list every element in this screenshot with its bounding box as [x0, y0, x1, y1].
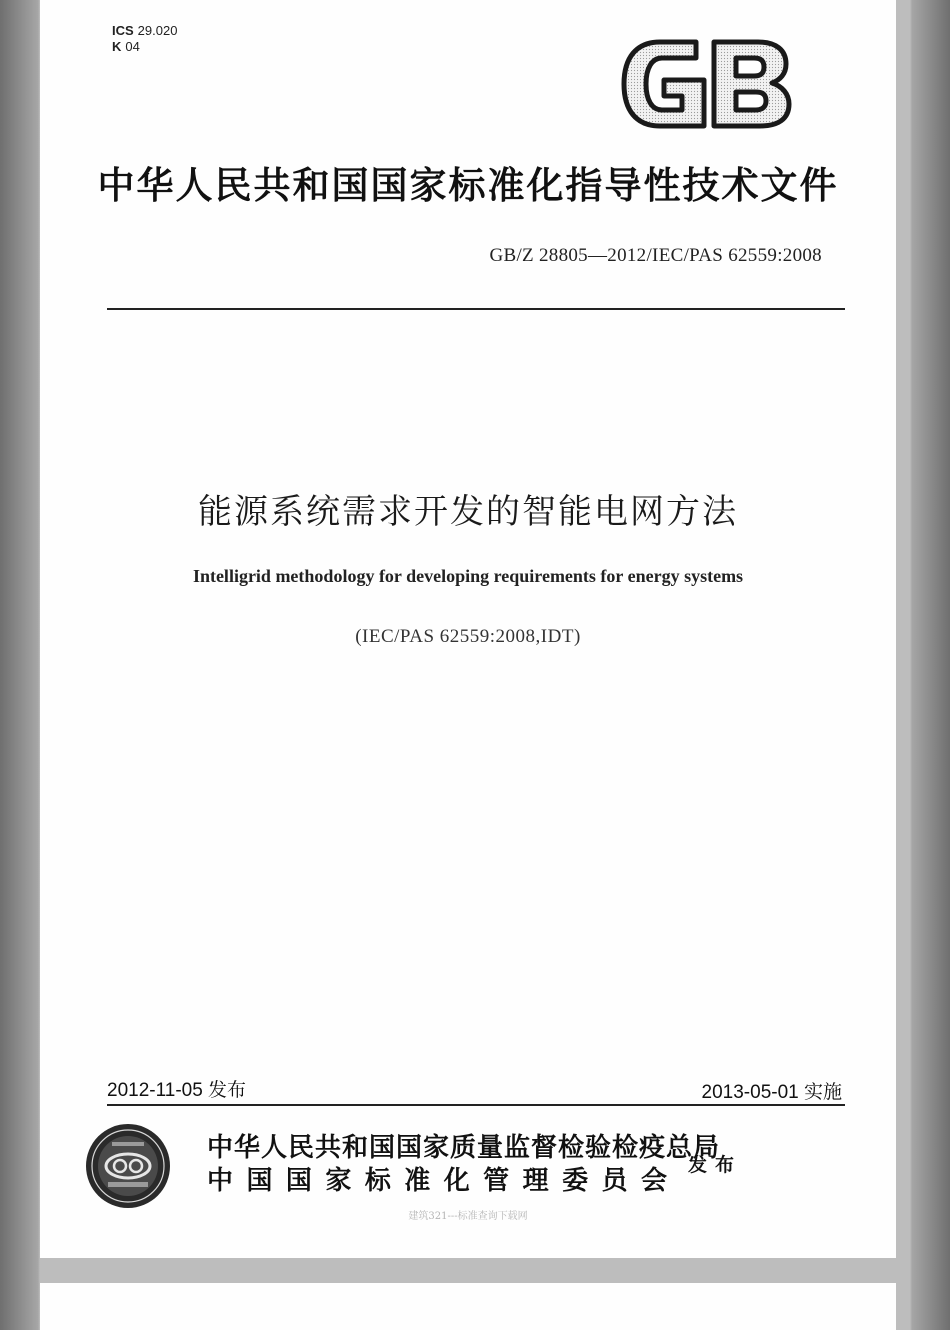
issuer-char: 标 [364, 1166, 391, 1196]
issuer-char: 员 [601, 1166, 628, 1196]
issuer-char: 理 [522, 1166, 549, 1196]
footer-divider [107, 1104, 845, 1106]
classification-codes [112, 23, 177, 55]
gb-logo [618, 36, 793, 132]
issuer-char: 准 [404, 1166, 431, 1196]
document-page [40, 0, 896, 1258]
ics-code-line [112, 23, 177, 39]
issuer-char: 中 [207, 1166, 234, 1196]
anti-counterfeit-seal [84, 1122, 172, 1210]
equivalence-statement: (IEC/PAS 62559:2008,IDT) [355, 626, 581, 647]
class-label: K [112, 39, 122, 54]
ics-value: 29.020 [137, 23, 178, 38]
issuer-char: 国 [285, 1166, 312, 1196]
header-divider [107, 308, 845, 310]
issuer-sac [207, 1160, 667, 1197]
issue-date: 2012-11-05 发布 [107, 1080, 247, 1101]
standard-number: GB/Z 28805—2012/IEC/PAS 62559:2008 [489, 245, 822, 266]
issuer-char: 管 [483, 1166, 510, 1196]
next-page-preview [40, 1283, 896, 1330]
issuer-char: 国 [246, 1166, 273, 1196]
class-value: 04 [125, 39, 140, 54]
english-title: Intelligrid methodology for developing requirements for energy systems [192, 566, 744, 586]
ics-label: ICS [112, 23, 134, 38]
issuer-char: 会 [640, 1166, 667, 1196]
issuer-char: 化 [443, 1166, 470, 1196]
source-watermark: 建筑321---标准查询下载网 [408, 1211, 528, 1222]
issuer-char: 家 [325, 1166, 352, 1196]
document-type-title: 中华人民共和国国家标准化指导性技术文件 [97, 164, 839, 207]
class-code-line [112, 39, 177, 55]
issuer-aqsiq: 中华人民共和国国家质量监督检验检疫总局 [207, 1133, 721, 1163]
publish-label: 发布 [688, 1154, 743, 1176]
chinese-title: 能源系统需求开发的智能电网方法 [198, 492, 738, 532]
issuer-char: 委 [562, 1166, 589, 1196]
implementation-date: 2013-05-01 实施 [701, 1082, 842, 1103]
